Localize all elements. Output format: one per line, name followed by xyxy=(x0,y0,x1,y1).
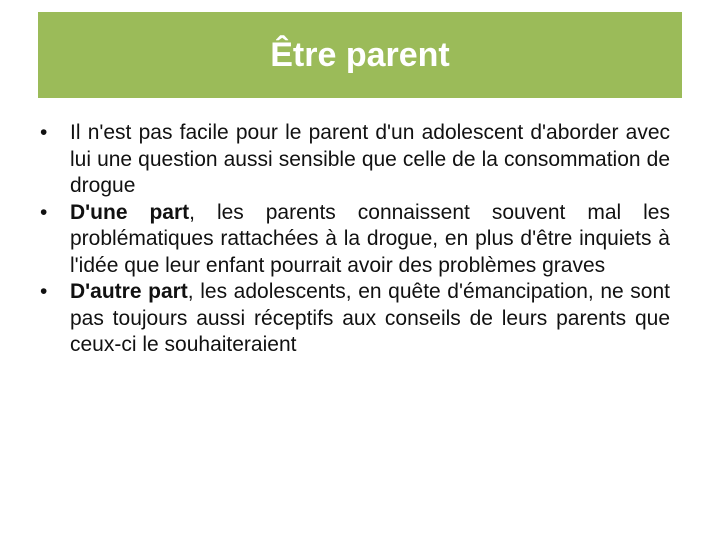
bullet-icon: • xyxy=(40,121,48,144)
title-banner xyxy=(38,12,682,98)
bullet-icon: • xyxy=(40,200,48,224)
bullet-text: , les adolescents, en quête d'émancipation, ne sont pas toujours aussi réceptifs aux conseils de leurs parents que ceux-ci le souhaiteraient xyxy=(70,280,670,356)
bullet-icon: • xyxy=(40,280,48,303)
slide-title: Être parent xyxy=(270,35,450,74)
bullet-bold-text: D'une part xyxy=(70,200,190,224)
bullet-item xyxy=(38,279,670,359)
bullet-list xyxy=(38,120,670,359)
bullet-item xyxy=(38,200,670,280)
bullet-text: Il n'est pas facile pour le parent d'un adolescent d'aborder avec lui une question aussi sensible que celle de la consommation de drogue xyxy=(70,121,670,197)
bullet-bold-text: D'autre part xyxy=(70,280,188,303)
bullet-item xyxy=(38,120,670,200)
bullet-text: , les parents connaissent souvent mal les problématiques rattachées à la drogue, en plus d'être inquiets à l'idée que leur enfant pourrait avoir des problèmes graves xyxy=(70,200,670,277)
